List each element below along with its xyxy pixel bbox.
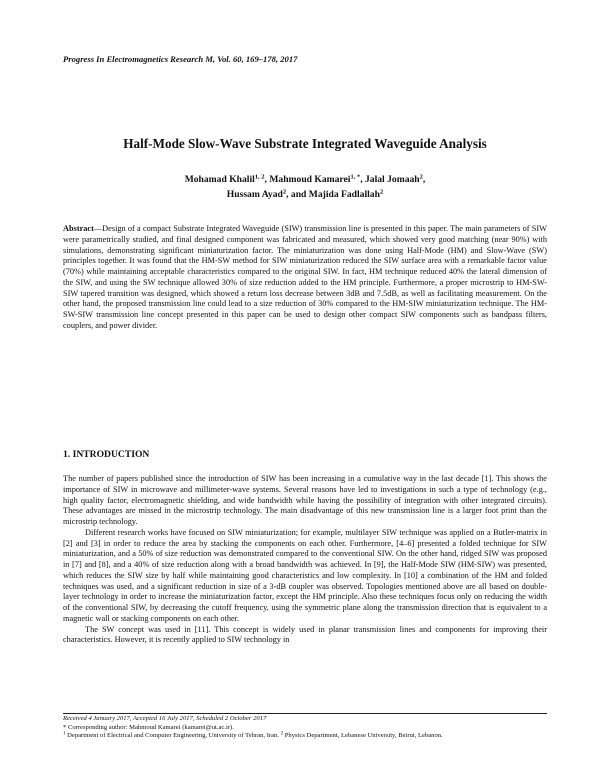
paragraph: Different research works have focused on SIW miniaturization; for example, multilayer SIW technique was applied on a Butler-matrix in [2] and [3] in order to reduce the area by stacking the components on each other. Furthermore, [4–6] presented a folded technique for SIW miniaturization, and a 50% of size reduction was demonstrated compared to the conventional SIW. On the other hand, ridged SIW was proposed in [7] and [8], and a 40% of size reduction along with a broad bandwidth was achieved. In [9], the Half-Mode SIW (HM-SIW) was presented, which reduces the SIW size by half while maintaining good characteristics and low complexity. In [10] a combination of the HM and folded techniques was used, and a significant reduction in size of a 3-dB coupler was observed. Topologies mentioned above are all based on double-layer technology in order to increase the miniaturization factor, except the HM principle. Also these techniques focus only on reducing the width of the conventional SIW, by decreasing the cutoff frequency, using the symmetric plane along the transmission direction that is equivalent to a magnetic wall or stacking components on each other. — [63, 527, 547, 623]
affiliations — [63, 732, 547, 741]
paragraph: The number of papers published since the introduction of SIW has been increasing in a cumulative way in the last decade [1]. This shows the importance of SIW in microwave and millimeter-wave systems. Several reasons have led to investigations in such a type of technology (e.g., high quality factor, electromagnetic shielding, and wide bandwidth while having the possibility of integration with other integrated circuits). These advantages are missed in the microstrip technology. The main disadvantage of this new transmission line is a larger foot print than the microstrip technology. — [63, 474, 547, 526]
journal-header: Progress In Electromagnetics Research M, Vol. 60, 169–178, 2017 — [63, 54, 298, 64]
paragraph: The SW concept was used in [11]. This concept is widely used in planar transmission lines and components for improving their characteristics. However, it is recently applied to SIW technology in — [63, 624, 547, 645]
footnotes — [63, 712, 547, 741]
author-name: Majida Fadlallah — [308, 189, 380, 200]
affiliation-mark: 2 — [280, 731, 284, 737]
author-affiliation-mark: 2 — [282, 188, 287, 196]
body-text — [63, 474, 547, 646]
author-name: Mahmoud Kamarei — [269, 174, 351, 185]
author-name: Jalal Jomaah — [365, 174, 420, 185]
author-affiliation-mark: 1, * — [350, 173, 361, 181]
received-dates: Received 4 January 2017, Accepted 16 July 2017, Scheduled 2 October 2017 — [63, 715, 267, 722]
corresponding-author: * Corresponding author: Mahmoud Kamarei (kamarei@ut.ac.ir). — [63, 723, 234, 731]
author-affiliation-mark: 1, 2 — [254, 173, 265, 181]
author-list: Mohamad Khalil$^{1, 2}$, Mahmoud Kamarei$^{1, *}$, Jalal Jomaah$^2$, Hussam Ayad$^2$, and Majida Fadlallah$^2$ — [184, 173, 426, 200]
author-separator: , and — [286, 189, 309, 200]
paper-title: Half-Mode Slow-Wave Substrate Integrated Waveguide Analysis — [123, 136, 487, 151]
author-separator: , — [264, 174, 270, 185]
author-separator: , — [360, 174, 365, 185]
abstract — [63, 224, 547, 332]
author-name: Hussam Ayad — [226, 189, 283, 200]
affiliation-text: Department of Electrical and Computer Engineering, University of Tehran, Iran. — [65, 732, 281, 740]
section-heading: 1. INTRODUCTION — [63, 449, 150, 460]
affiliation-text: Physics Department, Lebanese University, Beirut, Lebanon. — [283, 732, 443, 740]
author-affiliation-mark: 2 — [379, 188, 384, 196]
affiliation-mark: 1 — [63, 731, 66, 737]
paper-page — [63, 0, 547, 776]
footnote-rule — [63, 713, 547, 714]
author-name: Mohamad Khalil — [184, 174, 255, 185]
author-affiliation-mark: 2 — [419, 173, 423, 181]
abstract-text: —Design of a compact Substrate Integrated Waveguide (SIW) transmission line is presented in this paper. The main parameters of SIW were parametrically studied, and final designed component was fabricated and measured, which showed very good matching (near 90%) with simulations, demonstrating significant miniaturization factor. The miniaturization was done using Half-Mode (HM) and Slow-Wave (SW) principles together. It was found that the HM-SW method for SIW miniaturization reduced the SIW surface area with a remarkable factor value (70%) while maintaining acceptable characteristics compared to the original SIW. In fact, HM technique reduced 40% the lateral dimension of the SIW, and using the SW technique allowed 30% of size reduction added to the HM principle. Furthermore, a proper microstrip to HM-SW-SIW tapered transition was designed, which showed a return loss decrease between 3dB and 7.5dB, as well as facilitating measurement. On the other hand, the proposed transmission line could lead to a size reduction of 30% compared to the HM-SIW miniaturization technique. The HM-SW-SIW transmission line concept presented in this paper can be used to design other compact SIW components such as bandpass filters, couplers, and power divider. — [63, 224, 547, 330]
abstract-label: Abstract — [63, 224, 94, 233]
